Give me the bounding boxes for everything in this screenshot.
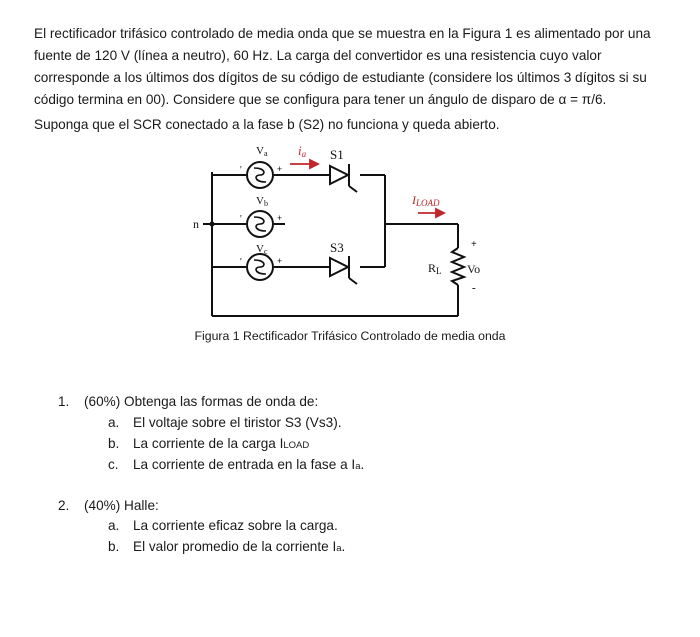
q1-text: (60%) Obtenga las formas de onda de: [84, 394, 319, 409]
label-vo: Vo [467, 262, 481, 276]
plus-vo: + [471, 239, 477, 250]
q1b-subscript: LOAD [283, 440, 310, 451]
scr-failure-statement: Suponga que el SCR conectado a la fase b (S2) no funciona y queda abierto. [34, 117, 500, 132]
plus-vc: + [277, 256, 283, 266]
figure-caption: Figura 1 Rectificador Trifásico Controlado de media onda [194, 329, 506, 343]
scr-s1-symbol [330, 164, 357, 192]
q1c-subscript: a [355, 461, 361, 472]
q2-number: 2. [58, 498, 70, 513]
iload-arrow-head [436, 209, 444, 217]
problem-statement: El rectificador trifásico controlado de media onda que se muestra en la Figura 1 es alimentado por una fuente de 120 V (línea a neutro), 60 Hz. La carga del convertidor es una resistencia cuyo valor corresponde a los últimos dos dígitos de su código de estudiante (considere los últimos 3 dígitos si su código termina en 00). Considere que se configura para tener un ángulo de disparo de α = π/6. [34, 26, 651, 107]
q1b-text: La corriente de la carga ILOAD [133, 436, 310, 451]
sine-vc-icon [254, 260, 266, 274]
neg-va: ' [240, 165, 242, 176]
scr-s3-symbol [330, 256, 357, 284]
q1c-letter: c. [108, 457, 119, 472]
q1b-letter: b. [108, 436, 120, 451]
rectifier-circuit-diagram [190, 140, 520, 325]
q2a-text: La corriente eficaz sobre la carga. [133, 518, 338, 533]
plus-vb: + [277, 213, 283, 223]
load-resistor [452, 248, 464, 285]
label-s3: S3 [330, 240, 344, 255]
label-va: Va [256, 145, 268, 158]
q1a-text: El voltaje sobre el tiristor S3 (Vs3). [133, 415, 342, 430]
label-ia: ia [298, 143, 307, 159]
label-vc: Vc [256, 243, 268, 256]
q2-text: (40%) Halle: [84, 498, 159, 513]
q2b-subscript: a [336, 543, 342, 554]
sine-vb-icon [254, 217, 266, 231]
label-iload: ILOAD [412, 193, 440, 208]
ia-arrow-head [310, 160, 318, 168]
q2a-letter: a. [108, 518, 120, 533]
plus-va: + [277, 164, 283, 174]
label-n: n [193, 217, 199, 231]
neg-vb: ' [240, 214, 242, 225]
label-rl: RL [428, 261, 442, 276]
sine-va-icon [254, 168, 266, 182]
minus-vo: - [472, 282, 476, 294]
q2b-text: El valor promedio de la corriente Ia. [133, 539, 346, 554]
label-s1: S1 [330, 147, 344, 162]
q2b-letter: b. [108, 539, 120, 554]
neutral-node-dot [210, 222, 215, 227]
neg-vc: ' [240, 257, 242, 268]
label-vb: Vb [256, 195, 268, 208]
q1-number: 1. [58, 394, 70, 409]
q1c-text: La corriente de entrada en la fase a Ia. [133, 457, 365, 472]
q1a-letter: a. [108, 415, 120, 430]
